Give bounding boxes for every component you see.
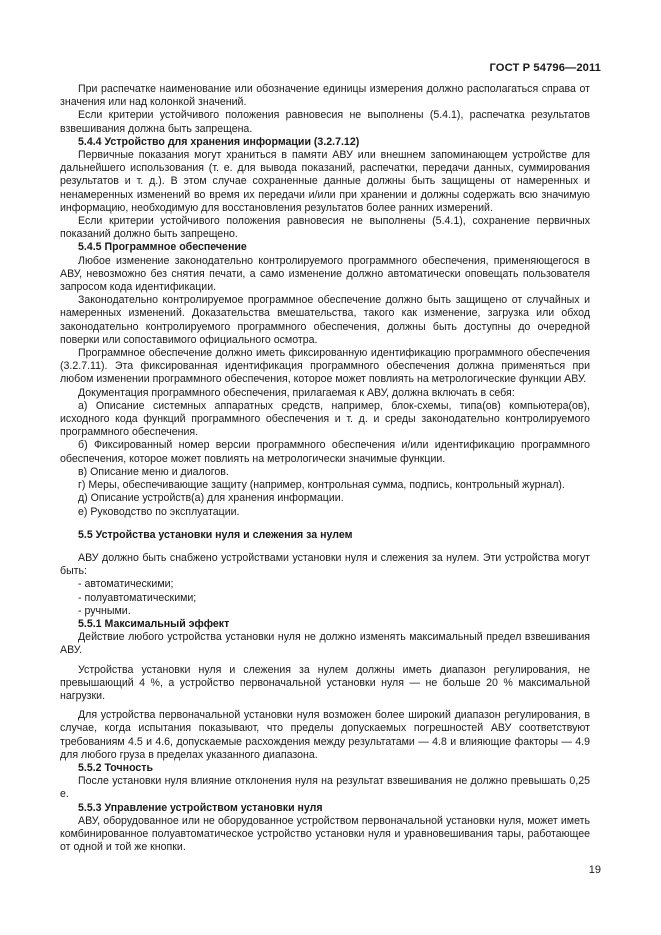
list-item: д) Описание устройств(а) для хранения информации. <box>78 492 344 505</box>
paragraph: Устройства установки нуля и слежения за нулем должны иметь диапазон регулирования, не превышающий 4 %, а устройство первоначальной установки нуля — не больше 20 % максимальной нагрузки. <box>60 663 590 702</box>
paragraph: После установки нуля влияние отклонения нуля на результат взвешивания не должно превышать 0,25 e. <box>60 775 590 801</box>
paragraph: Программное обеспечение должно иметь фиксированную идентификацию программного обеспечения (3.2.7.11). Эта фиксированная идентификация программного обеспечения должна применяться при любом изменении программного обеспечения, которое может повлиять на метрологические функции АВУ. <box>60 347 590 386</box>
list-item: в) Описание меню и диалогов. <box>78 465 229 478</box>
paragraph: Любое изменение законодательно контролируемого программного обеспечения, применяющегося в АВУ, невозможно без снятия печати, а само изменение должно автоматически оповещать пользователя запросом кода идентификации. <box>60 254 590 294</box>
list-item: а) Описание системных аппаратных средств, например, блок-схемы, типа(ов) компьютера(ов), исходного кода функций программного обеспечения и т. д. и среды законодательно контролируемого программного обеспечения. <box>60 399 590 439</box>
paragraph: Если критерии устойчивого положения равновесия не выполнены (5.4.1), сохранение первичных показаний должно быть запрещено. <box>60 215 590 241</box>
list-item: б) Фиксированный номер версии программного обеспечения и/или идентификацию программного обеспечения, которое может повлиять на метрологически значимые функции. <box>60 439 590 465</box>
paragraph: Действие любого устройства установки нуля не должно изменять максимальный предел взвешивания АВУ. <box>60 631 590 657</box>
list-item: е) Руководство по эксплуатации. <box>78 505 240 518</box>
section-heading-5-4-4: 5.4.4 Устройство для хранения информации (3.2.7.12) <box>78 135 360 148</box>
paragraph: АВУ должно быть снабжено устройствами установки нуля и слежения за нулем. Эти устройства могут быть: <box>60 551 590 578</box>
paragraph: Если критерии устойчивого положения равновесия не выполнены (5.4.1), распечатка результатов взвешивания должна быть запрещена. <box>60 109 590 135</box>
paragraph: Документация программного обеспечения, прилагаемая к АВУ, должна включать в себя: <box>78 386 515 399</box>
section-heading-5-4-5: 5.4.5 Программное обеспечение <box>78 241 247 254</box>
section-heading-5-5-3: 5.5.3 Управление устройством установки нуля <box>78 801 323 814</box>
paragraph: При распечатке наименование или обозначение единицы измерения должно располагаться справа от значения или над колонкой значений. <box>60 83 590 109</box>
page-body <box>60 83 590 854</box>
list-item: - полуавтоматическими; <box>78 591 197 604</box>
list-item: г) Меры, обеспечивающие защиту (например, контрольная сумма, подпись, контрольный журнал). <box>78 479 565 492</box>
document-id: ГОСТ Р 54796—2011 <box>489 62 601 74</box>
list-item: - ручными. <box>78 604 131 617</box>
section-heading-5-5-1: 5.5.1 Максимальный эффект <box>78 617 230 630</box>
section-heading-5-5: 5.5 Устройства установки нуля и слежения за нулем <box>78 528 353 541</box>
paragraph: АВУ, оборудованное или не оборудованное устройством первоначальной установки нуля, может иметь комбинированное полуавтоматическое устройство установки нуля и уравновешивания тары, работающее от одной и той же кнопки. <box>60 814 590 854</box>
page-number: 19 <box>588 864 601 876</box>
list-item: - автоматическими; <box>78 578 174 591</box>
paragraph: Для устройства первоначальной установки нуля возможен более широкий диапазон регулирования, в случае, когда испытания показывают, что пределы допускаемых погрешностей АВУ соответствуют требованиям 4.5 и 4.6, допускаемые расхождения между результатами — 4.8 и влияющие факторы — 4.9 для любого груза в пределах указанного диапазона. <box>60 709 590 761</box>
section-heading-5-5-2: 5.5.2 Точность <box>78 761 153 774</box>
paragraph: Первичные показания могут храниться в памяти АВУ или внешнем запоминающем устройстве для дальнейшего использования (т. е. для вывода показаний, распечатки, передачи данных, суммирования результатов и т. д.). В этом случае сохраненные данные должны быть защищены от намеренных и ненамеренных изменений во время их передачи и/или при хранении и должны содержать всю значимую информацию, необходимую для восстановления результатов более ранних измерений. <box>60 149 590 214</box>
paragraph: Законодательно контролируемое программное обеспечение должно быть защищено от случайных и намеренных изменений. Доказательства вмешательства, такого как изменение, загрузка или обход законодательно контролируемого программного обеспечения, должны быть доступны до очередной поверки или сопоставимого официального осмотра. <box>60 294 590 346</box>
